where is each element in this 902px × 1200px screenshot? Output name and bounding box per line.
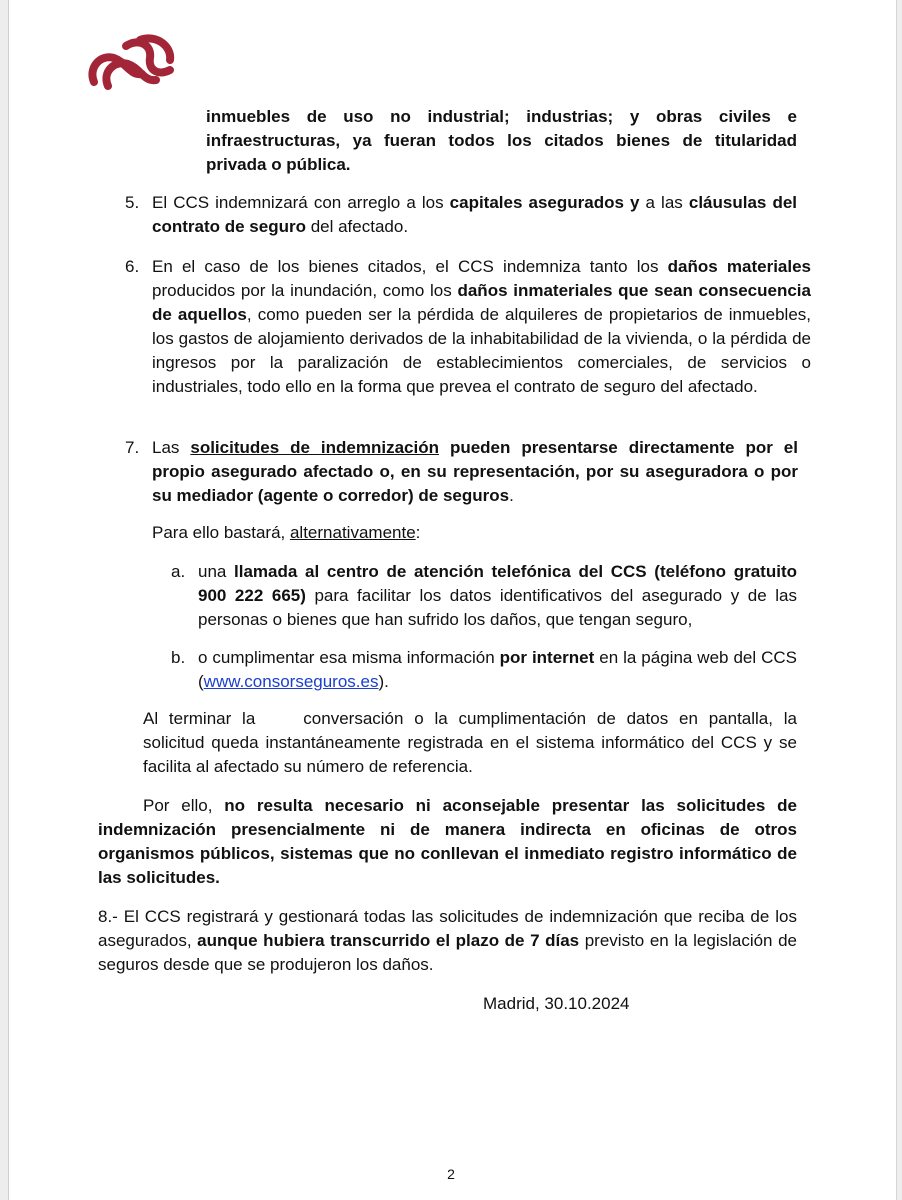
por-ello-text: Por ello,	[143, 796, 225, 815]
option-a-paragraph	[198, 560, 797, 632]
item-8-paragraph	[98, 905, 797, 977]
item-7-paragraph	[152, 436, 798, 508]
option-b-text-3: ).	[378, 672, 389, 691]
page-number: 2	[447, 1166, 455, 1182]
por-ello-paragraph	[98, 794, 797, 890]
option-b-text-2: en la página web del CCS (	[198, 648, 797, 691]
option-b-text-1: o cumplimentar esa misma información	[198, 648, 500, 667]
item-5-bold-2: cláusulas del contrato de seguro	[152, 193, 798, 236]
item-7-bold-underline: solicitudes de indemnización	[190, 438, 439, 457]
item-6-number: 6.	[125, 257, 140, 276]
closing-text-2: conversación o la cumplimentación de datos en pantalla, la solicitud queda instantáneamente registrada en el sistema informático del CCS y se facilita al afectado su número de referencia.	[143, 709, 798, 776]
item-7-alternatives-intro	[152, 521, 798, 545]
closing-text-1: Al terminar la	[143, 709, 256, 728]
item-5-paragraph	[152, 191, 797, 239]
item-7-number: 7.	[125, 438, 140, 457]
alternatives-text-1: Para ello bastará,	[152, 523, 290, 542]
item-8-text-1: 8.- El CCS registrará y gestionará todas las solicitudes de indemnización que reciba de los asegurados,	[98, 907, 797, 950]
page-edge-left	[0, 0, 9, 1200]
item-6-bold-1: daños materiales	[667, 257, 811, 276]
item-5-text-2: a las	[639, 193, 689, 212]
alternatives-text-2: :	[415, 523, 421, 542]
item-5-bold-1: capitales asegurados y	[449, 193, 640, 212]
item-6-bold-2: daños inmateriales que sean consecuencia de aquellos	[152, 281, 811, 324]
alternatives-underline: alternativamente	[289, 523, 416, 542]
item-8-bold: aunque hubiera transcurrido el plazo de 7 días	[197, 931, 580, 950]
option-a-letter: a.	[171, 562, 186, 581]
item-8-text-2: previsto en la legislación de seguros desde que se produjeron los daños.	[98, 931, 797, 974]
item-7-bold-1: pueden presentarse directamente por el propio asegurado afectado o, en su representación, por su aseguradora o por su mediador (agente o corredor) de seguros	[152, 438, 798, 505]
option-b-letter: b.	[171, 648, 186, 667]
item-6-text-3: , como pueden ser la pérdida de alquileres de propietarios de inmuebles, los gastos de alojamiento derivados de la inhabitabilidad de la vivienda, o la pérdida de ingresos por la paralización de establecimientos comerciales, de servicios o industriales, todo ello en la forma que prevea el contrato de seguro del afectado.	[152, 305, 811, 396]
page-edge-right	[896, 0, 902, 1200]
option-b-bold: por internet	[499, 648, 595, 667]
item-5-text-3: del afectado.	[305, 217, 409, 236]
option-a-bold: llamada al centro de atención telefónica del CCS (teléfono gratuito 900 222 665)	[198, 562, 797, 605]
item-5-number: 5.	[125, 193, 140, 212]
item-6-text-2: producidos por la inundación, como los	[152, 281, 458, 300]
consorseguros-link[interactable]: www.consorseguros.es	[203, 672, 379, 691]
intro-paragraph	[206, 105, 797, 177]
item-6-paragraph	[152, 255, 811, 399]
item-7-closing-paragraph	[143, 707, 797, 779]
item-7-text-2: .	[509, 486, 514, 505]
item-7-text-1: Las	[152, 438, 191, 457]
intro-text: inmuebles de uso no industrial; industrias; y obras civiles e infraestructuras, ya fueran todos los citados bienes de titularidad privada o pública.	[206, 107, 797, 174]
por-ello-bold: no resulta necesario ni aconsejable presentar las solicitudes de indemnización presencialmente ni de manera indirecta en oficinas de otros organismos públicos, sistemas que no conllevan el inmediato registro informático de las solicitudes.	[98, 796, 797, 887]
place-date: Madrid, 30.10.2024	[483, 994, 630, 1013]
option-b-paragraph	[198, 646, 797, 694]
consorcio-logo-icon	[86, 32, 180, 94]
option-a-text-1: una	[198, 562, 235, 581]
option-a-text-2: para facilitar los datos identificativos del asegurado y de las personas o bienes que han sufrido los daños, que tengan seguro,	[198, 586, 797, 629]
item-6-text-1: En el caso de los bienes citados, el CCS indemniza tanto los	[152, 257, 668, 276]
item-5-text-1: El CCS indemnizará con arreglo a los	[152, 193, 450, 212]
